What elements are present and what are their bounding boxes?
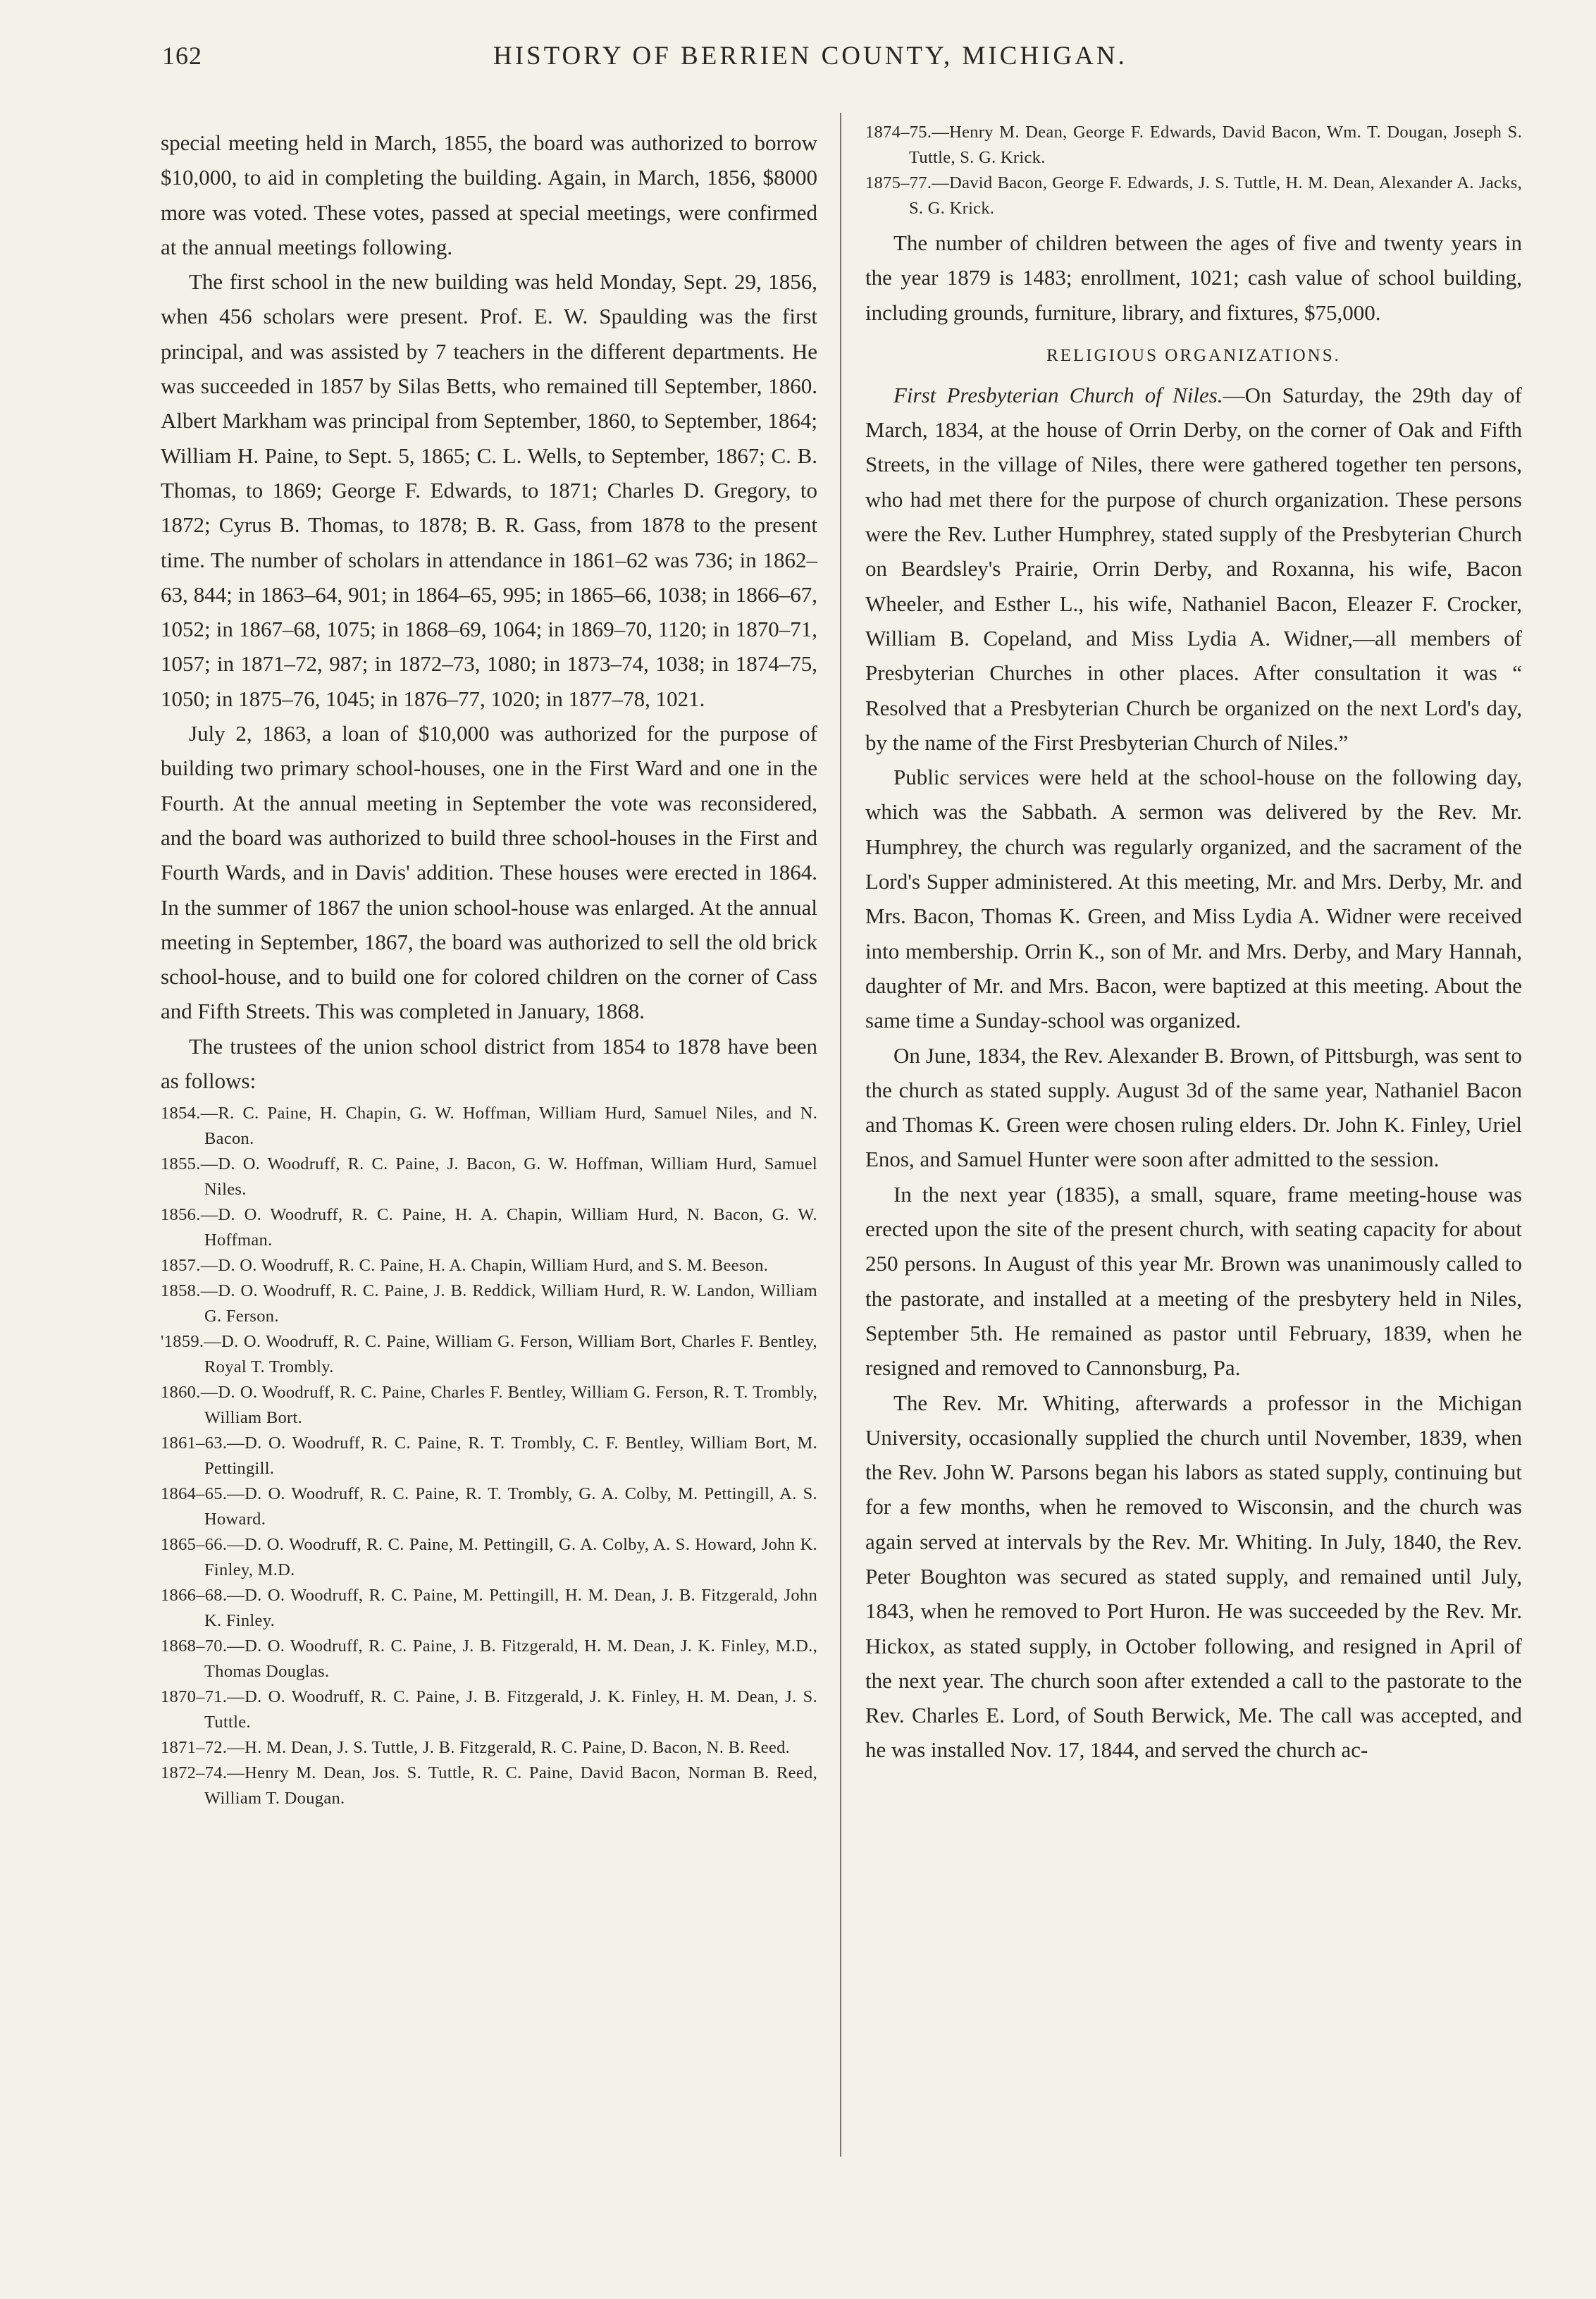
page-number: 162 xyxy=(162,42,202,70)
trustees-list xyxy=(161,1101,817,1811)
paragraph-church-founding xyxy=(865,378,1522,760)
paragraph-public-services: Public services were held at the school-house on the following day, which was the Sabbath. A sermon was delivered by the Rev. Mr. Humphrey, the church was regularly organized, and the sacrament of the Lord's Supper administered. At this meeting, Mr. and Mrs. Derby, Mr. and Mrs. Bacon, Thomas K. Green, and Miss Lydia A. Widner were received into membership. Orrin K., son of Mr. and Mrs. Derby, and Mary Hannah, daughter of Mr. and Mrs. Bacon, were baptized at this meeting. About the same time a Sunday-school was organized. xyxy=(865,765,1522,1033)
list-item: 1868–70.—D. O. Woodruff, R. C. Paine, J. B. Fitzgerald, H. M. Dean, J. K. Finley, M.D., Thomas Douglas. xyxy=(161,1637,817,1682)
paragraph-children-count: The number of children between the ages of five and twenty years in the year 1879 is 1483; enrollment, 1021; cash value of school building, including grounds, furniture, library, and fixtures, $75,000. xyxy=(865,230,1522,325)
left-column xyxy=(161,125,817,1811)
page-header xyxy=(162,41,1543,83)
trustees-list-continued xyxy=(865,120,1522,221)
list-item: 1857.—D. O. Woodruff, R. C. Paine, H. A. Chapin, William Hurd, and S. M. Beeson. xyxy=(161,1256,769,1276)
list-item: 1860.—D. O. Woodruff, R. C. Paine, Charles F. Bentley, William G. Ferson, R. T. Trombly, William Bort. xyxy=(161,1383,817,1428)
paragraph-trustees-intro: The trustees of the union school district from 1854 to 1878 have been as follows: xyxy=(161,1033,817,1094)
right-column xyxy=(865,120,1522,1768)
paragraph-brown-supply: On June, 1834, the Rev. Alexander B. Brown, of Pittsburgh, was sent to the church as stated supply. August 3d of the same year, Nathaniel Bacon and Thomas K. Green were chosen ruling elders. Dr. John K. Finley, Uriel Enos, and Samuel Hunter were soon after admitted to the session. xyxy=(865,1042,1522,1172)
list-item: '1859.—D. O. Woodruff, R. C. Paine, William G. Ferson, William Bort, Charles F. Bentley, Royal T. Trombly. xyxy=(161,1332,817,1377)
list-item: 1874–75.—Henry M. Dean, George F. Edwards, David Bacon, Wm. T. Dougan, Joseph S. Tuttle, S. G. Krick. xyxy=(865,123,1522,167)
list-item: 1875–77.—David Bacon, George F. Edwards, J. S. Tuttle, H. M. Dean, Alexander A. Jacks, S. G. Krick. xyxy=(865,173,1522,218)
church-founding-text: —On Saturday, the 29th day of March, 1834, at the house of Orrin Derby, on the corner of Oak and Fifth Streets, in the village of Niles, there were gathered together ten persons, who had met there for the purpose of church organization. These persons were the Rev. Luther Humphrey, stated supply of the Presbyterian Church on Beardsley's Prairie, Orrin Derby, and Roxanna, his wife, Bacon Wheeler, and Esther L., his wife, Nathaniel Bacon, Eleazer F. Crocker, William B. Copeland, and Miss Lydia A. Widner,—all members of Presbyterian Churches in other places. After consultation it was “ Resolved that a Presbyterian Church be organized on the next Lord's day, by the name of the First Presbyterian Church of Niles.” xyxy=(865,382,1522,755)
paragraph-meeting-house: In the next year (1835), a small, square, frame meeting-house was erected upon the site of the present church, with seating capacity for about 250 persons. In August of this year Mr. Brown was unanimously called to the pastorate, and installed at a meeting of the presbytery held in Niles, September 5th. He remained as pastor until February, 1839, when he resigned and removed to Cannonsburg, Pa. xyxy=(865,1181,1522,1381)
paragraph-board-loans: special meeting held in March, 1855, the board was authorized to borrow $10,000, to aid in completing the building. Again, in March, 1856, $8000 more was voted. These votes, passed at special meetings, were confirmed at the annual meetings following. xyxy=(161,130,817,259)
list-item: 1871–72.—H. M. Dean, J. S. Tuttle, J. B. Fitzgerald, R. C. Paine, D. Bacon, N. B. Reed. xyxy=(161,1738,791,1758)
list-item: 1856.—D. O. Woodruff, R. C. Paine, H. A. Chapin, William Hurd, N. Bacon, G. W. Hoffman. xyxy=(161,1205,817,1250)
list-item: 1855.—D. O. Woodruff, R. C. Paine, J. Bacon, G. W. Hoffman, William Hurd, Samuel Niles. xyxy=(161,1154,817,1200)
list-item: 1854.—R. C. Paine, H. Chapin, G. W. Hoffman, William Hurd, Samuel Niles, and N. Bacon. xyxy=(161,1104,817,1149)
list-item: 1870–71.—D. O. Woodruff, R. C. Paine, J. B. Fitzgerald, J. K. Finley, H. M. Dean, J. S. Tuttle. xyxy=(161,1687,817,1732)
running-title: HISTORY OF BERRIEN COUNTY, MICHIGAN. xyxy=(493,42,1127,70)
church-title: First Presbyterian Church of Niles. xyxy=(893,382,1223,407)
list-item: 1872–74.—Henry M. Dean, Jos. S. Tuttle, R. C. Paine, David Bacon, Norman B. Reed, William T. Dougan. xyxy=(161,1763,817,1808)
paragraph-primary-schoolhouses: July 2, 1863, a loan of $10,000 was authorized for the purpose of building two primary school-houses, one in the First Ward and one in the Fourth. At the annual meeting in September the vote was reconsidered, and the board was authorized to build three school-houses in the First and Fourth Wards, and in Davis' addition. These houses were erected in 1864. In the summer of 1867 the union school-house was enlarged. At the annual meeting in September, 1867, the board was authorized to sell the old brick school-house, and to build one for colored children on the corner of Cass and Fifth Streets. This was completed in January, 1868. xyxy=(161,721,817,1024)
paragraph-whiting: The Rev. Mr. Whiting, afterwards a professor in the Michigan University, occasionally supplied the church until November, 1839, when the Rev. John W. Parsons began his labors as stated supply, continuing but for a few months, when he removed to Wisconsin, and the church was again served at intervals by the Rev. Mr. Whiting. In July, 1840, the Rev. Peter Boughton was secured as stated supply, and remained until July, 1843, when he removed to Port Huron. He was succeeded by the Rev. Mr. Hickox, as stated supply, in October following, and resigned in April of the next year. The church soon after extended a call to the pastorate to the Rev. Charles E. Lord, of South Berwick, Me. The call was accepted, and he was installed Nov. 17, 1844, and served the church ac- xyxy=(865,1390,1522,1763)
list-item: 1861–63.—D. O. Woodruff, R. C. Paine, R. T. Trombly, C. F. Bentley, William Bort, M. Pettingill. xyxy=(161,1434,817,1479)
column-divider xyxy=(840,113,841,2157)
paragraph-first-school: The first school in the new building was held Monday, Sept. 29, 1856, when 456 scholars were present. Prof. E. W. Spaulding was the first principal, and was assisted by 7 teachers in the different departments. He was succeeded in 1857 by Silas Betts, who remained till September, 1860. Albert Markham was principal from September, 1860, to September, 1864; William H. Paine, to Sept. 5, 1865; C. L. Wells, to September, 1867; C. B. Thomas, to 1869; George F. Edwards, to 1871; Charles D. Gregory, to 1872; Cyrus B. Thomas, to 1878; B. R. Gass, from 1878 to the present time. The number of scholars in attendance in 1861–62 was 736; in 1862–63, 844; in 1863–64, 901; in 1864–65, 995; in 1865–66, 1038; in 1866–67, 1052; in 1867–68, 1075; in 1868–69, 1064; in 1869–70, 1120; in 1870–71, 1057; in 1871–72, 987; in 1872–73, 1080; in 1873–74, 1038; in 1874–75, 1050; in 1875–76, 1045; in 1876–77, 1020; in 1877–78, 1021. xyxy=(161,269,817,711)
list-item: 1864–65.—D. O. Woodruff, R. C. Paine, R. T. Trombly, G. A. Colby, M. Pettingill, A. S. Howard. xyxy=(161,1484,817,1529)
section-heading: RELIGIOUS ORGANIZATIONS. xyxy=(1046,345,1341,365)
list-item: 1865–66.—D. O. Woodruff, R. C. Paine, M. Pettingill, G. A. Colby, A. S. Howard, John K. Finley, M.D. xyxy=(161,1535,817,1580)
list-item: 1858.—D. O. Woodruff, R. C. Paine, J. B. Reddick, William Hurd, R. W. Landon, William G. Ferson. xyxy=(161,1281,817,1326)
list-item: 1866–68.—D. O. Woodruff, R. C. Paine, M. Pettingill, H. M. Dean, J. B. Fitzgerald, John K. Finley. xyxy=(161,1586,817,1631)
